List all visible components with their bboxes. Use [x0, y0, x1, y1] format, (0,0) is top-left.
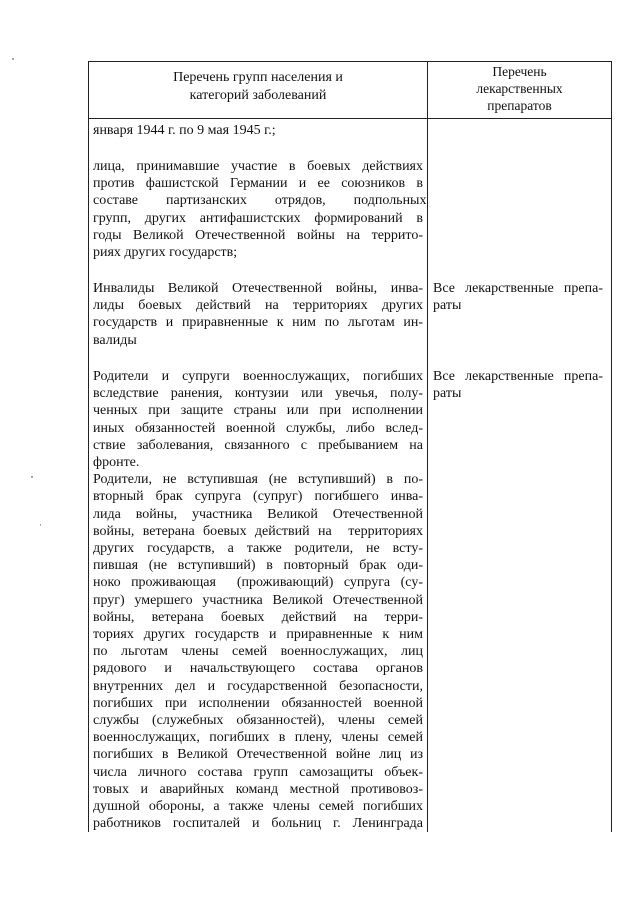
text-line: пившая (не вступивший) в повторный брак оди- [93, 558, 423, 574]
text-line: января 1944 г. по 9 мая 1945 г.; [93, 123, 276, 138]
text-line: фронте. [93, 455, 140, 471]
text-line: годы Великой Отечественной войны на террито- [93, 227, 423, 243]
text-line: валиды [93, 332, 137, 348]
text-line: Родители и супруги военнослужащих, погибших [93, 369, 423, 384]
drug-list-table [88, 61, 612, 832]
text-line: службы (служебных обязанностей), члены семей [93, 713, 423, 729]
header-divider [89, 118, 611, 119]
text-line: ченных при защите страны или при исполнении [93, 403, 423, 419]
text-line: лида войны, участника Великой Отечественной [93, 506, 423, 522]
text-line: погибших при исполнении обязанностей военной [93, 695, 423, 711]
text-line: военнослужащих, погибших в плену, члены семей [93, 730, 423, 746]
text-line: душной обороны, а также члены семей погибших [93, 799, 423, 815]
text-line: лица, принимавшие участие в боевых действиях [93, 159, 423, 174]
text-line: других государств, а также родители, не всту- [93, 541, 423, 557]
text-line: ствие заболевания, связанного с пребыванием на [93, 437, 423, 453]
header-right-line: Перечень [492, 64, 547, 79]
text-line: по льготам члены семей военнослужащих, лиц [93, 644, 423, 660]
text-line: риях других государств; [93, 245, 238, 261]
population-group-cell [93, 122, 423, 139]
header-population-groups [89, 69, 427, 105]
text-line: рядового и начальствующего состава органов [93, 661, 423, 677]
population-group-cell [93, 280, 423, 349]
drug-list-cell [433, 368, 603, 402]
header-left-line: категорий заболеваний [189, 88, 327, 103]
header-right-line: препаратов [487, 98, 552, 113]
text-line: войны, ветерана боевых действий на терри- [93, 609, 423, 625]
scan-speck [12, 58, 14, 60]
header-right-line: лекарственных [476, 81, 563, 96]
text-line: Все лекарственные препа- [433, 281, 603, 296]
text-line: работников госпиталей и больниц г. Ленинграда [93, 816, 423, 832]
text-line: ториях других государств и приравненные к ним [93, 627, 423, 643]
text-line: против фашистской Германии и ее союзников в [93, 176, 423, 192]
text-line: групп, других антифашистских формирований в [93, 210, 423, 226]
text-line: погибших в Великой Отечественной войне лиц из [93, 747, 423, 763]
text-line: вследствие ранения, контузии или увечья, полу- [93, 386, 423, 402]
text-line: Родители, не вступившая (не вступивший) в по- [93, 472, 423, 488]
text-line: лиды боевых действий на территориях других [93, 298, 423, 314]
scan-speck [31, 476, 33, 478]
text-line: составе партизанских отрядов, подпольных [93, 193, 427, 209]
text-line: Инвалиды Великой Отечественной войны, инва- [93, 281, 423, 296]
text-line: ноко проживающая (проживающий) супруга (су- [93, 575, 423, 591]
scan-speck [40, 524, 41, 526]
text-line: раты [433, 298, 462, 314]
text-line: вторный брак супруга (супруг) погибшего инва- [93, 489, 423, 505]
text-line: Все лекарственные препа- [433, 369, 603, 384]
column-divider [427, 62, 428, 832]
text-line: войны, ветерана боевых действий на территориях [93, 523, 423, 539]
population-group-cell [93, 158, 427, 261]
text-line: раты [433, 386, 462, 402]
header-left-line: Перечень групп населения и [173, 70, 343, 85]
population-group-cell [93, 368, 423, 832]
text-line: государств и приравненные к ним по льготам ин- [93, 315, 423, 331]
text-line: пруг) умершего участника Великой Отечественной [93, 592, 423, 608]
text-line: иных обязанностей военной службы, либо вслед- [93, 420, 423, 436]
text-line: товых и аварийных команд местной противовоз- [93, 781, 423, 797]
text-line: внутренних дел и государственной безопасности, [93, 678, 423, 694]
drug-list-cell [433, 280, 603, 314]
header-drug-list [428, 63, 611, 114]
text-line: числа личного состава групп самозащиты объек- [93, 764, 423, 780]
